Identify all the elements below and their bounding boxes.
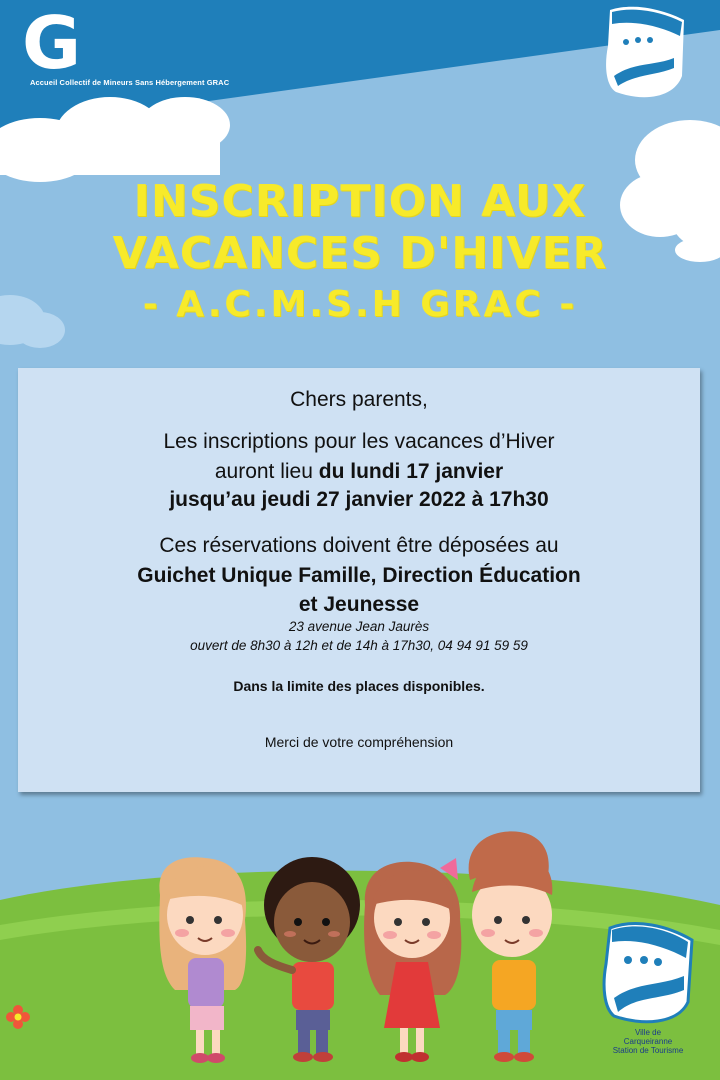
town-logo-top: [606, 7, 684, 97]
address: 23 avenue Jean Jaurès: [288, 619, 430, 634]
reservations-office-line-1: Guichet Unique Famille, Direction Éducation: [137, 564, 581, 587]
thanks: Merci de votre compréhension: [264, 734, 454, 750]
reservations-line-1: Ces réservations doivent être déposées au: [159, 534, 559, 557]
title-line-1: INSCRIPTION AUX: [133, 176, 587, 227]
town-logo-bottom: [604, 924, 692, 1022]
title-line-3: - A.C.M.S.H GRAC -: [142, 284, 578, 325]
town-label: [598, 1028, 698, 1055]
greeting: Chers parents,: [290, 388, 428, 411]
inscriptions-line-2-prefix: auront lieu: [214, 460, 319, 483]
inscriptions-line-2: [18, 460, 700, 484]
inscriptions-end-date: jusqu’au jeudi 27 janvier 2022 à 17h30: [169, 488, 549, 511]
town-label-line-1: Ville de: [634, 1028, 662, 1037]
town-label-line-2: Carqueiranne: [623, 1037, 673, 1046]
opening-hours: ouvert de 8h30 à 12h et de 14h à 17h30, 04 94 91 59 59: [190, 638, 528, 653]
org-name: Accueil Collectif de Mineurs Sans Hébergement GRAC: [30, 78, 230, 87]
limit-notice: Dans la limite des places disponibles.: [233, 678, 485, 694]
title-line-2: VACANCES D'HIVER: [112, 228, 608, 279]
letter-card: [18, 368, 700, 792]
town-label-line-3: Station de Tourisme: [612, 1046, 684, 1055]
reservations-office-line-2: et Jeunesse: [298, 593, 420, 616]
inscriptions-line-1: Les inscriptions pour les vacances d’Hiver: [163, 430, 555, 453]
inscriptions-start-date: du lundi 17 janvier: [318, 460, 504, 483]
g-logo: G: [22, 1, 82, 85]
